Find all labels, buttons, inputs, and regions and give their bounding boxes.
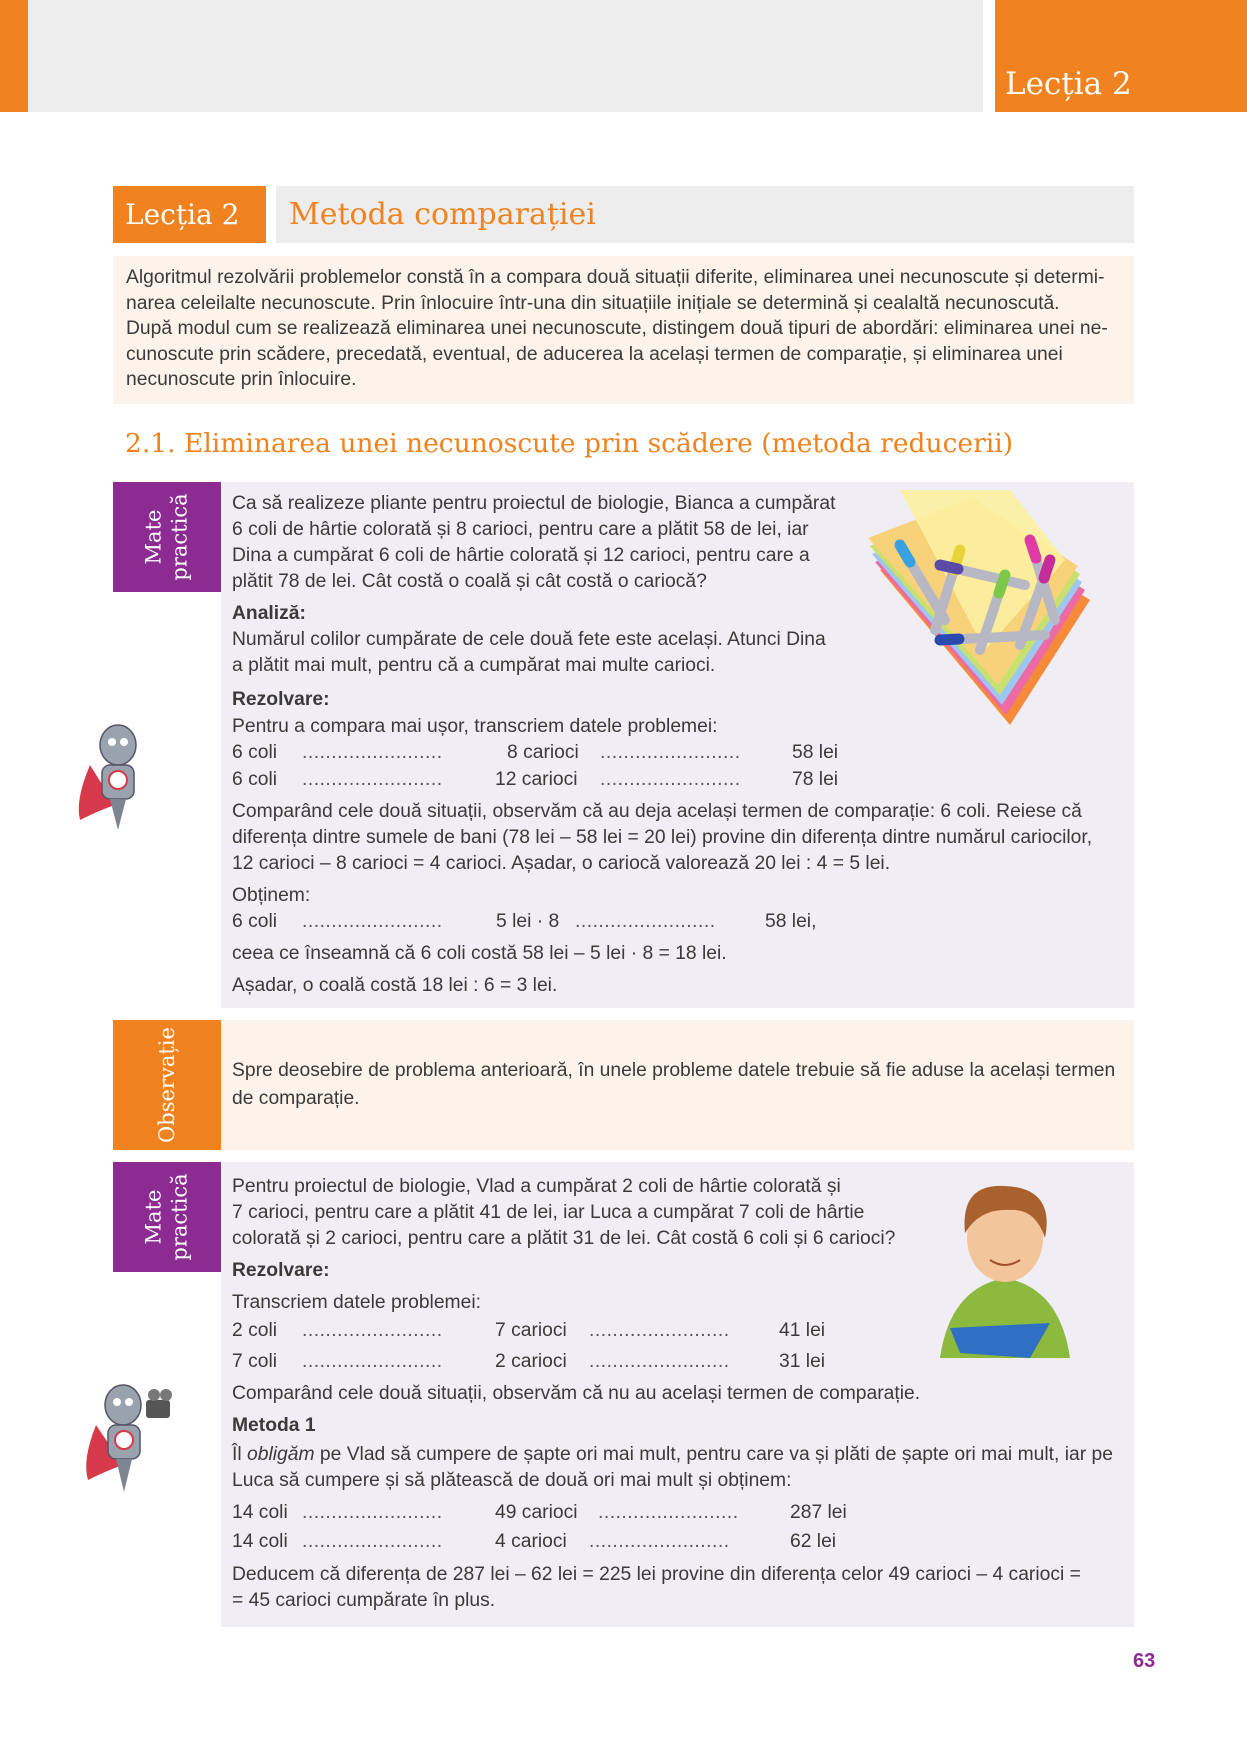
comparison-text: diferența dintre sumele de bani (78 lei – 58 lei = 20 lei) provine din diferența dintre numărul cariocilor, [232,827,1093,848]
cell-price: 58 lei, [765,911,817,932]
lesson-title: Metoda comparației [289,197,596,232]
solution-label: Rezolvare: [232,1260,330,1281]
page-number: 63 [1133,1650,1156,1672]
observatie-tab-label: Observație [155,1027,179,1143]
method-data-table [232,1500,852,1556]
robot-eye [120,738,128,746]
camera-reel [148,1389,160,1401]
cell-sheets: 7 coli [232,1351,278,1372]
intro-line: După modul cum se realizează eliminarea unei necunoscute, distingem două tipuri de abordări: eliminarea unei ne- [126,318,1108,340]
table-row [232,1500,852,1529]
problem1-statement: plătit 78 de lei. Cât costă o coală și cât costă o cariocă? [232,571,707,592]
dots: ........................ [302,742,443,763]
pen-tip [116,1459,132,1492]
mate-practica-tab [113,1162,221,1272]
problem1-statement: 6 coli de hârtie colorată și 8 carioci, pentru care a plătit 58 de lei, iar [232,519,809,540]
problem2-data-table [232,1318,852,1376]
cell-sheets: 6 coli [232,768,278,790]
robot-badge [109,771,127,789]
method-text [232,1442,1113,1469]
comparison-text: 12 carioci – 8 carioci = 4 carioci. Așadar, o cariocă valorează 20 lei : 4 = 5 lei. [232,853,891,874]
boy-illustration [920,1168,1090,1358]
observatie-tab [113,1020,221,1150]
method-label: Metoda 1 [232,1415,316,1436]
comparison-text: Comparând cele două situații, observăm că au deja același termen de comparație: 6 coli. Reiese că [232,801,1082,822]
table-row [232,1529,852,1556]
analysis-text: Numărul colilor cumpărate de cele două fete este același. Atunci Dina [232,629,826,650]
marker-cap [1044,560,1050,578]
cell-price: 287 lei [790,1502,847,1523]
header-orange-strip [0,0,28,112]
observation-text: Spre deosebire de problema anterioară, în unele probleme datele trebuie să fie aduse la același termen [232,1060,1116,1081]
deduce-text: = 45 carioci cumpărate în plus. [232,1590,496,1611]
cell-sheets: 2 coli [232,1320,278,1341]
camera-reel [160,1389,172,1401]
cell-markers: 8 carioci [507,742,579,763]
robot-head [105,1385,141,1425]
solution-label: Rezolvare: [232,689,330,710]
analysis-text: a plătit mai mult, pentru că a cumpărat mai multe carioci. [232,655,716,676]
section-heading: 2.1. Eliminarea unei necunoscute prin scădere (metoda reducerii) [125,428,1014,459]
robot-camera-mascot-icon [78,1380,188,1500]
cell-markers: 49 carioci [495,1502,578,1523]
lesson-title-bar [276,186,1134,243]
table-row [232,740,852,767]
table-row [232,909,852,936]
cell-price: 58 lei [792,742,839,763]
robot-head [100,725,136,765]
deduce-text: Deducem că diferența de 287 lei – 62 lei = 225 lei provine din diferența celor 49 carioci – 4 carioci = [232,1564,1081,1585]
marker-cap [1030,540,1036,558]
paper-markers-illustration [860,490,1100,730]
obtain-label: Obținem: [232,885,311,906]
robot-eye [108,738,116,746]
robot-eye [113,1398,121,1406]
problem1-statement: Dina a cumpărat 6 coli de hârtie colorată și 12 carioci, pentru care a [232,545,810,566]
robot-eye [125,1398,133,1406]
intro-box [113,256,1134,404]
problem2-statement: 7 carioci, pentru care a plătit 41 de lei, iar Luca a cumpărat 7 coli de hârtie [232,1202,865,1223]
dots: ........................ [302,1320,443,1341]
meaning-text: ceea ce înseamnă că 6 coli costă 58 lei – 5 lei · 8 = 18 lei. [232,943,727,964]
transcribe-text: Transcriem datele problemei: [232,1292,481,1313]
obtain-table [232,909,852,936]
intro-line: Algoritmul rezolvării problemelor constă în a compara două situații diferite, eliminarea unei necunoscute și determi- [126,267,1105,288]
intro-line: narea celeilalte necunoscute. Prin înlocuire într-una din situațiile inițiale se determină și cealaltă necunoscută. [126,292,1060,314]
marker-cap [999,575,1005,593]
transcribe-text: Pentru a compara mai ușor, transcriem datele problemei: [232,716,718,737]
cell-sheets: 6 coli [232,911,278,932]
problem1-data-table [232,740,852,793]
dots: ........................ [598,1502,739,1523]
cell-price: 41 lei [779,1320,826,1341]
cell-markers: 12 carioci [495,768,578,790]
dots: ........................ [302,1351,443,1372]
cell-markers: 7 carioci [495,1320,567,1341]
analysis-label: Analiză: [232,603,306,624]
dots: ........................ [589,1320,730,1341]
dots: ........................ [600,742,741,763]
intro-line: cunoscute prin scădere, precedată, eventual, de aducerea la același termen de comparație, și eliminarea unei [126,343,1063,365]
dots: ........................ [302,911,443,932]
tab-line: Mate [141,1189,166,1245]
method-text-part: Îl [232,1444,247,1465]
tab-line: practică [167,1173,192,1261]
cell-markers: 5 lei · 8 [496,911,560,932]
cell-sheets: 14 coli [232,1531,288,1552]
conclusion-text: Așadar, o coală costă 18 lei : 6 = 3 lei. [232,975,558,996]
dots: ........................ [302,1531,443,1552]
observation-panel [221,1020,1134,1150]
camera-icon [146,1400,170,1418]
cell-markers: 2 carioci [495,1351,567,1372]
header-gray-band [28,0,983,112]
dots: ........................ [589,1531,730,1552]
cell-sheets: 14 coli [232,1502,288,1523]
method-text: Luca să cumpere și să plătească de două ori mai mult și obținem: [232,1470,792,1491]
lesson-label: Lecția 2 [113,186,266,243]
robot-mascot-icon [70,720,160,840]
pen-tip [110,799,126,830]
marker-cap [940,565,958,569]
intro-line: necunoscute prin înlocuire. [126,369,357,391]
table-row [232,1318,852,1349]
table-row [232,1349,852,1376]
cell-price: 62 lei [790,1531,837,1552]
observation-text: de comparație. [232,1088,360,1109]
dots: ........................ [302,768,443,790]
robot-badge [115,1431,133,1449]
tab-line: practică [167,493,192,581]
problem1-statement: Ca să realizeze pliante pentru proiectul de biologie, Bianca a cumpărat [232,493,836,514]
method-text-emphasis: obligăm [247,1444,315,1465]
header-lesson-tab [995,0,1247,112]
cell-markers: 4 carioci [495,1531,567,1552]
comparison-text: Comparând cele două situații, observăm că nu au același termen de comparație. [232,1383,921,1404]
problem2-statement: Pentru proiectul de biologie, Vlad a cumpărat 2 coli de hârtie colorată și [232,1176,841,1197]
tab-line: Mate [141,509,166,565]
dots: ........................ [589,1351,730,1372]
dots: ........................ [302,1502,443,1523]
dots: ........................ [575,911,716,932]
cell-price: 78 lei [792,768,839,790]
method-text-part: pe Vlad să cumpere de șapte ori mai mult, pentru care va și plăti de șapte ori mai mult, iar pe [314,1444,1113,1465]
header-lesson-tab-label: Lecția 2 [1005,66,1132,102]
table-row [232,767,852,794]
marker-cap [940,639,959,640]
dots: ........................ [600,768,741,790]
problem2-statement: colorată și 2 carioci, pentru care a plătit 31 de lei. Cât costă 6 coli și 6 carioci? [232,1228,896,1249]
cell-sheets: 6 coli [232,742,278,763]
mate-practica-tab [113,482,221,592]
cell-price: 31 lei [779,1351,826,1372]
